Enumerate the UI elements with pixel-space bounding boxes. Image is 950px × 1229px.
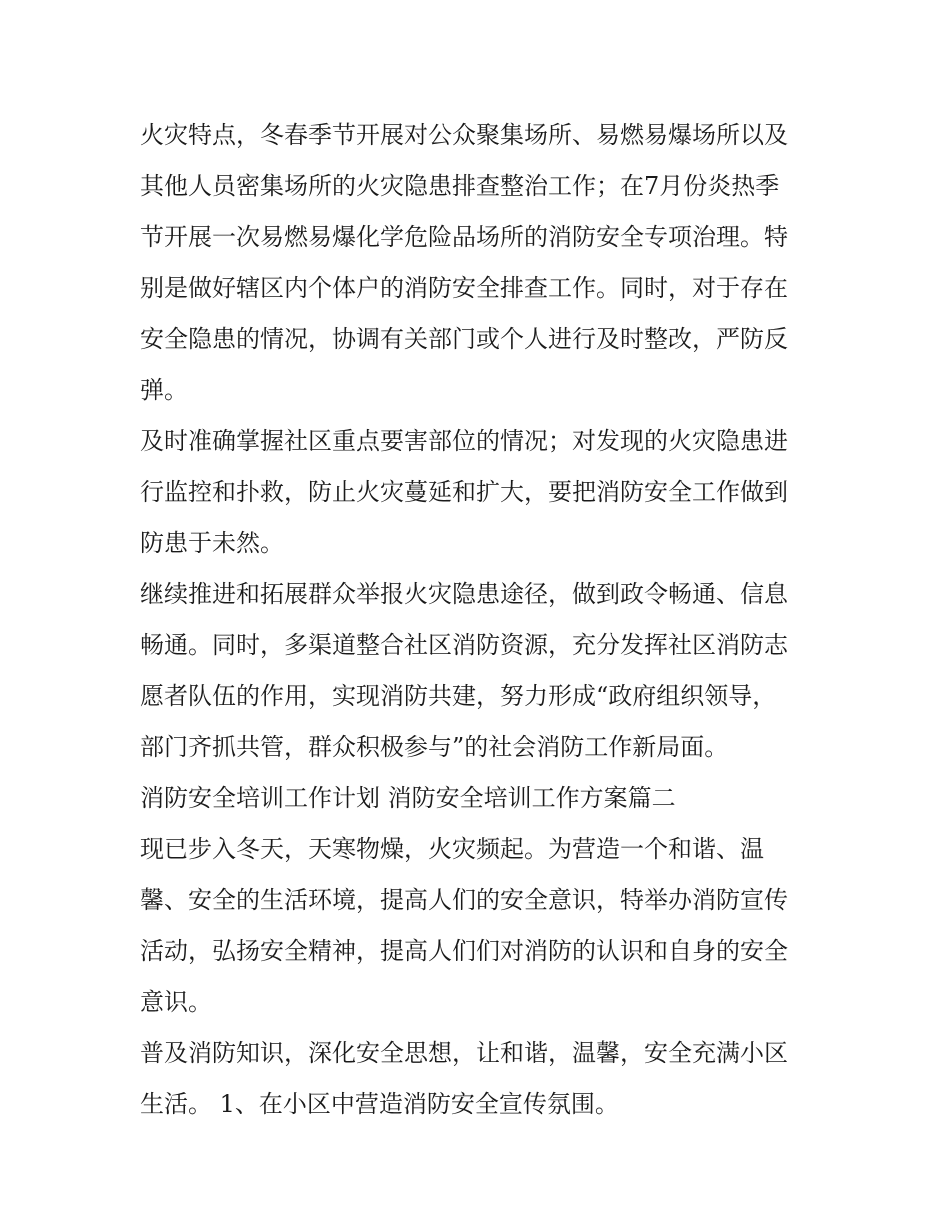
- document-body: [140, 110, 820, 1130]
- text-line: 愿者队伍的作用，实现消防共建，努力形成“政府组织领导，: [140, 682, 777, 710]
- text-line: 畅通。同时，多渠道整合社区消防资源，充分发挥社区消防志: [140, 631, 788, 659]
- text-line: 行监控和扑救，防止火灾蔓延和扩大，要把消防安全工作做到: [140, 478, 788, 506]
- text-line: 活动，弘扬安全精神，提高人们们对消防的认识和自身的安全: [140, 937, 788, 965]
- section-heading: 消防安全培训工作计划 消防安全培训工作方案篇二: [140, 784, 676, 812]
- text-line: 及时准确掌握社区重点要害部位的情况；对发现的火灾隐患进: [140, 427, 788, 455]
- text-line: 防患于未然。: [140, 529, 284, 557]
- text-line: 馨、安全的生活环境，提高人们的安全意识，特举办消防宣传: [140, 886, 788, 914]
- text-line: 意识。: [140, 988, 212, 1016]
- text-line: 继续推进和拓展群众举报火灾隐患途径，做到政令畅通、信息: [140, 580, 788, 608]
- text-line: 弹。: [140, 376, 188, 404]
- text-line: 安全隐患的情况，协调有关部门或个人进行及时整改，严防反: [140, 325, 788, 353]
- text-line: 生活。 1、在小区中营造消防安全宣传氛围。: [140, 1090, 619, 1118]
- text-line: 现已步入冬天，天寒物燥，火灾频起。为营造一个和谐、温: [140, 835, 764, 863]
- text-line: 普及消防知识，深化安全思想，让和谐，温馨，安全充满小区: [140, 1039, 788, 1067]
- text-line: 火灾特点，冬春季节开展对公众聚集场所、易燃易爆场所以及: [140, 121, 788, 149]
- text-line: 节开展一次易燃易爆化学危险品场所的消防安全专项治理。特: [140, 223, 788, 251]
- text-line: 部门齐抓共管，群众积极参与”的社会消防工作新局面。: [140, 733, 729, 761]
- text-line: 其他人员密集场所的火灾隐患排查整治工作；在7月份炎热季: [140, 172, 780, 200]
- text-line: 别是做好辖区内个体户的消防安全排查工作。同时，对于存在: [140, 274, 788, 302]
